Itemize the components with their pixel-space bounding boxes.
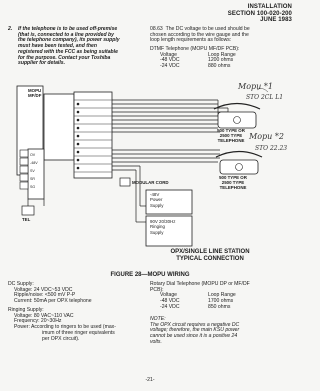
modular-cord-label: MODULAR CORD xyxy=(132,180,169,185)
phone-2-label: 500 TYPE OR 2500 TYPE TELEPHONE xyxy=(219,175,247,190)
jack-label: SR xyxy=(30,177,35,181)
item-2-line: for the purpose. Contact your Toshiba xyxy=(18,54,111,61)
handwritten-note-2: STO 2CL L1 xyxy=(246,94,284,101)
header-date: JUNE 1983 xyxy=(260,17,292,24)
item-2-line: If the telephone is to be used off-premise xyxy=(18,26,118,32)
ringing-supply-title: Ringing Supply: xyxy=(8,307,44,313)
item-2-line: (that is, connected to a line provided by xyxy=(18,31,114,38)
ringing-supply-label: 90V 20/30Hz Ringing Supply xyxy=(150,219,176,235)
jack-label-list xyxy=(30,151,38,191)
handwritten-note-3: Mopu *2 xyxy=(249,132,284,141)
para-line: loop length requirements as follows: xyxy=(150,37,232,44)
item-2-line: registered with the FCC as being suitable xyxy=(18,48,118,55)
handwritten-note-1: Mopu *1 xyxy=(238,82,273,91)
diagram-caption: OPX/SINGLE LINE STATION TYPICAL CONNECTION xyxy=(170,249,250,262)
note-block: NOTE: The OPX circuit requires a negative DC voltage; therefore, the main KSU power cannot be used since it is a positive 24 volts. xyxy=(150,317,292,346)
jack-label: -48V xyxy=(30,161,38,165)
jack-label: OV xyxy=(30,153,36,157)
power-supply-label: -48V Power Supply xyxy=(150,192,164,208)
item-2-line: supplier for details. xyxy=(18,60,65,67)
page-number: -21- xyxy=(145,377,155,383)
phone-2-handset xyxy=(216,152,262,158)
para-line: chosen according to the wire gauge and the xyxy=(150,31,249,38)
jack-pin xyxy=(20,166,28,173)
dtmf-row-voltage: -24 VDC xyxy=(160,63,180,70)
tel-label: TEL xyxy=(22,217,31,222)
item-2-line: the telephone company), its power supply xyxy=(18,37,120,44)
para-number: 08.63 xyxy=(150,26,163,32)
handwritten-note-4: STO 22.23 xyxy=(255,145,288,152)
terminal-block xyxy=(74,92,112,178)
jack-pin xyxy=(20,182,28,189)
modular-cord-jack xyxy=(120,178,130,186)
phone-1-body xyxy=(218,112,256,128)
jack-label: SV xyxy=(30,169,35,173)
tel-phone xyxy=(22,206,34,215)
item-2-number: 2. xyxy=(8,26,13,32)
jack-label: SG xyxy=(30,185,36,189)
dc-supply-block: DC Supply: Voltage: 24 VDC~53 VDC Ripple/noise: <500 mV P-P Current: 50mA per OPX telephone xyxy=(8,282,148,305)
header-section: SECTION 100-020-200 xyxy=(227,10,292,17)
dc-supply-title: DC Supply: xyxy=(8,281,34,287)
figure-caption: FIGURE 28—MOPU WIRING xyxy=(110,272,190,278)
dtmf-row-voltage: -48 VDC xyxy=(160,57,180,64)
dtmf-col-loop: Loop Range xyxy=(208,51,236,58)
dtmf-title: DTMF Telephone (MOPU MF/DF PCB): xyxy=(150,46,240,52)
mopu-label: MOPU MF/DF xyxy=(28,88,42,98)
rotary-table: Rotary Dial Telephone (MOPU DP or MF/DF PCB): Voltage Loop Range -48 VDC 1700 ohms -24 VDC 850 ohms xyxy=(150,281,250,310)
phone-2-body xyxy=(220,160,258,174)
dtmf-row-range: 880 ohms xyxy=(208,63,231,70)
dtmf-row-range: 1200 ohms xyxy=(208,57,234,64)
jack-pin xyxy=(20,150,28,157)
note-title: NOTE: xyxy=(150,316,166,322)
ringing-supply-block: Ringing Supply: Voltage: 80 VAC~110 VAC Frequency: 20~30Hz Power: According to ringers to be used (max- imum of three ringer equivalents per OPX circuit). xyxy=(8,308,148,342)
para-line: The DC voltage to be used should be xyxy=(165,26,250,32)
phone-1-label: 500 TYPE OR 2500 TYPE TELEPHONE xyxy=(217,128,245,143)
jack-pin xyxy=(20,158,28,165)
dtmf-col-voltage: Voltage xyxy=(160,51,177,58)
header-installation: INSTALLATION xyxy=(247,4,292,10)
backplane xyxy=(44,94,74,160)
jack-pin xyxy=(20,174,28,181)
item-2-line: must have been tested, and then xyxy=(18,43,97,50)
